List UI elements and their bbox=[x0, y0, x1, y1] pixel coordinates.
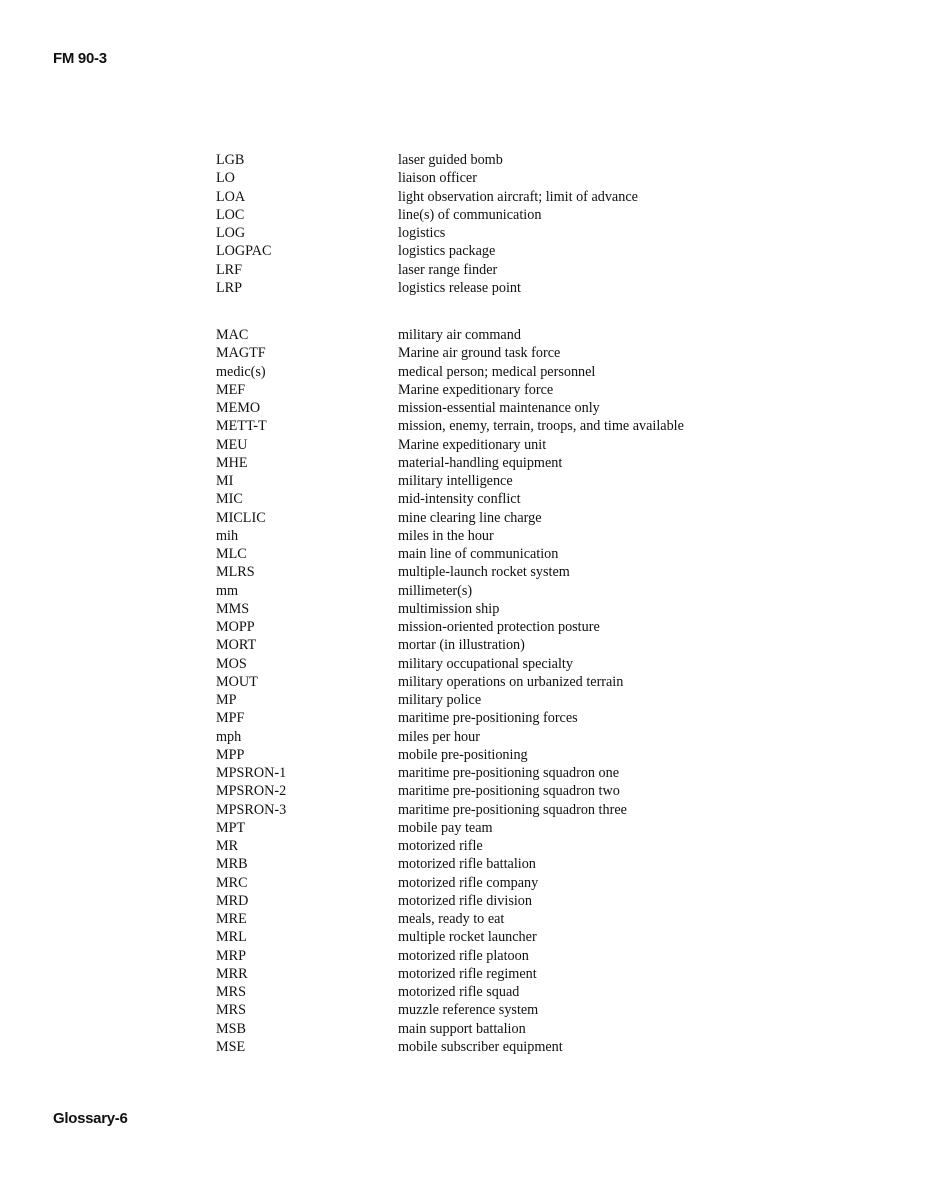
glossary-term: LGB bbox=[216, 152, 245, 168]
glossary-term: MOPP bbox=[216, 619, 255, 635]
glossary-definition: maritime pre-positioning squadron two bbox=[398, 783, 620, 800]
glossary-definition: liaison officer bbox=[398, 170, 477, 187]
glossary-term: MRS bbox=[216, 984, 246, 1000]
glossary-definition: motorized rifle squad bbox=[398, 984, 520, 1000]
glossary-term: MRR bbox=[216, 965, 248, 982]
glossary-term: MPSRON-1 bbox=[216, 765, 287, 781]
glossary-entry bbox=[216, 509, 836, 527]
glossary-term: MMS bbox=[216, 600, 250, 617]
glossary-definition: motorized rifle battalion bbox=[398, 856, 536, 873]
glossary-term: MHE bbox=[216, 454, 248, 471]
glossary-entry bbox=[216, 965, 836, 983]
glossary-entry bbox=[216, 454, 836, 472]
glossary-definition: multiple-launch rocket system bbox=[398, 564, 570, 581]
glossary-term: MOUT bbox=[216, 673, 258, 690]
glossary-entry bbox=[216, 819, 836, 837]
glossary-definition: laser guided bomb bbox=[398, 152, 503, 168]
glossary-term: MI bbox=[216, 473, 234, 489]
document-header: FM 90-3 bbox=[53, 50, 107, 67]
glossary-term: MPSRON-3 bbox=[216, 801, 287, 818]
glossary-term: MORT bbox=[216, 637, 257, 654]
glossary-term: LOC bbox=[216, 206, 245, 223]
glossary-entry bbox=[216, 709, 836, 727]
glossary-definition: logistics bbox=[398, 225, 446, 241]
glossary-entry bbox=[216, 545, 836, 563]
glossary-entry bbox=[216, 910, 836, 928]
glossary-definition: mobile subscriber equipment bbox=[398, 1038, 563, 1055]
glossary-entry bbox=[216, 782, 836, 800]
glossary-definition: maritime pre-positioning squadron one bbox=[398, 765, 620, 781]
glossary-definition: Marine expeditionary unit bbox=[398, 436, 547, 453]
glossary-definition: motorized rifle division bbox=[398, 892, 532, 909]
glossary-definition: material-handling equipment bbox=[398, 454, 563, 471]
glossary-entry bbox=[216, 928, 836, 946]
glossary-definition: mission-essential maintenance only bbox=[398, 400, 600, 416]
glossary-term: LRF bbox=[216, 261, 243, 278]
glossary-entry bbox=[216, 892, 836, 910]
glossary-definition: military air command bbox=[398, 327, 521, 343]
glossary-term: MRP bbox=[216, 947, 246, 964]
glossary-term: MEF bbox=[216, 381, 246, 398]
glossary-definition: mobile pay team bbox=[398, 819, 493, 836]
glossary-term: MAC bbox=[216, 327, 249, 343]
glossary-term: LO bbox=[216, 170, 235, 187]
glossary-entry bbox=[216, 764, 836, 782]
glossary-term: MRE bbox=[216, 911, 247, 927]
glossary-definition: mobile pre-positioning bbox=[398, 746, 528, 763]
glossary-term: MPT bbox=[216, 819, 246, 836]
glossary-entry bbox=[216, 169, 836, 187]
glossary-definition: motorized rifle regiment bbox=[398, 965, 537, 982]
glossary-entry bbox=[216, 691, 836, 709]
glossary-definition: main support battalion bbox=[398, 1020, 526, 1037]
glossary-definition: Marine expeditionary force bbox=[398, 381, 554, 398]
glossary-term: MPSRON-2 bbox=[216, 783, 287, 800]
glossary-entry bbox=[216, 563, 836, 581]
glossary-term: mph bbox=[216, 728, 242, 745]
glossary-term: MRD bbox=[216, 892, 249, 909]
glossary-definition: military operations on urbanized terrain bbox=[398, 673, 624, 690]
glossary-entry bbox=[216, 746, 836, 764]
glossary-term: MRL bbox=[216, 929, 247, 946]
glossary-definition: line(s) of communication bbox=[398, 206, 542, 223]
glossary-term: MPF bbox=[216, 710, 245, 727]
glossary-entry bbox=[216, 436, 836, 454]
glossary-definition: millimeter(s) bbox=[398, 582, 473, 599]
glossary-definition: muzzle reference system bbox=[398, 1002, 539, 1019]
glossary-definition: motorized rifle company bbox=[398, 874, 539, 891]
glossary-entry bbox=[216, 527, 836, 545]
glossary-entry bbox=[216, 363, 836, 381]
glossary-definition: miles per hour bbox=[398, 728, 480, 745]
glossary-entry bbox=[216, 947, 836, 965]
glossary-entry bbox=[216, 801, 836, 819]
glossary-entry bbox=[216, 1001, 836, 1019]
glossary-entry bbox=[216, 206, 836, 224]
glossary-entry bbox=[216, 261, 836, 279]
glossary-definition: Marine air ground task force bbox=[398, 345, 561, 362]
glossary-term: MEMO bbox=[216, 400, 261, 416]
page-number: Glossary-6 bbox=[53, 1110, 128, 1127]
glossary-entry bbox=[216, 1020, 836, 1038]
glossary-entry bbox=[216, 636, 836, 654]
glossary-entry bbox=[216, 242, 836, 260]
glossary-entry bbox=[216, 855, 836, 873]
glossary-entry bbox=[216, 224, 836, 242]
glossary-definition: multimission ship bbox=[398, 600, 500, 617]
glossary-definition: light observation aircraft; limit of advance bbox=[398, 188, 638, 205]
glossary-term: METT-T bbox=[216, 418, 267, 435]
glossary-term: LOA bbox=[216, 188, 246, 205]
glossary-definition: motorized rifle bbox=[398, 838, 483, 854]
glossary-definition: motorized rifle platoon bbox=[398, 947, 529, 964]
glossary-term: MEU bbox=[216, 436, 248, 453]
glossary-term: MRB bbox=[216, 856, 248, 873]
glossary-definition: laser range finder bbox=[398, 261, 498, 278]
glossary-term: medic(s) bbox=[216, 363, 266, 380]
glossary-entry bbox=[216, 381, 836, 399]
glossary-entry bbox=[216, 490, 836, 508]
glossary-term: MIC bbox=[216, 491, 243, 508]
glossary-definition: military police bbox=[398, 692, 482, 708]
glossary-term: MSB bbox=[216, 1020, 246, 1037]
glossary-entry bbox=[216, 673, 836, 691]
glossary-definition: logistics release point bbox=[398, 279, 521, 296]
glossary-definition: maritime pre-positioning squadron three bbox=[398, 801, 627, 818]
glossary-entry bbox=[216, 279, 836, 297]
glossary-term: mih bbox=[216, 527, 239, 544]
glossary-term: MPP bbox=[216, 746, 245, 763]
glossary-group-l bbox=[216, 151, 836, 297]
glossary-term: MR bbox=[216, 838, 239, 854]
glossary-term: MAGTF bbox=[216, 345, 266, 362]
glossary-entry bbox=[216, 655, 836, 673]
glossary-definition: mortar (in illustration) bbox=[398, 637, 525, 654]
glossary-entry bbox=[216, 600, 836, 618]
glossary-group-m bbox=[216, 326, 836, 1056]
glossary-definition: main line of communication bbox=[398, 546, 559, 562]
glossary-entry bbox=[216, 874, 836, 892]
glossary-term: LOGPAC bbox=[216, 243, 272, 260]
glossary-term: MLC bbox=[216, 546, 247, 562]
glossary-definition: logistics package bbox=[398, 243, 496, 260]
glossary-definition: military intelligence bbox=[398, 473, 513, 489]
glossary-entry bbox=[216, 344, 836, 362]
glossary-definition: meals, ready to eat bbox=[398, 911, 505, 927]
glossary-entry bbox=[216, 983, 836, 1001]
glossary-term: MICLIC bbox=[216, 509, 266, 526]
glossary-entry bbox=[216, 837, 836, 855]
glossary-definition: maritime pre-positioning forces bbox=[398, 710, 578, 727]
glossary-term: MSE bbox=[216, 1038, 246, 1055]
glossary-term: MRC bbox=[216, 874, 248, 891]
glossary-term: LRP bbox=[216, 279, 243, 296]
glossary-entry bbox=[216, 728, 836, 746]
glossary-term: MP bbox=[216, 692, 237, 708]
glossary-definition: mission-oriented protection posture bbox=[398, 619, 600, 635]
glossary-definition: multiple rocket launcher bbox=[398, 929, 537, 946]
glossary-entry bbox=[216, 399, 836, 417]
glossary-term: MLRS bbox=[216, 564, 255, 581]
glossary-definition: mission, enemy, terrain, troops, and time available bbox=[398, 418, 684, 435]
glossary-entry bbox=[216, 1038, 836, 1056]
glossary-entry bbox=[216, 582, 836, 600]
glossary-definition: military occupational specialty bbox=[398, 655, 573, 672]
glossary-entry bbox=[216, 417, 836, 435]
glossary-term: MOS bbox=[216, 655, 247, 672]
glossary-definition: miles in the hour bbox=[398, 527, 494, 544]
glossary-term: LOG bbox=[216, 225, 246, 241]
glossary-entry bbox=[216, 326, 836, 344]
glossary-definition: medical person; medical personnel bbox=[398, 363, 596, 380]
glossary-entry bbox=[216, 618, 836, 636]
glossary-entry bbox=[216, 151, 836, 169]
glossary-definition: mine clearing line charge bbox=[398, 509, 542, 526]
glossary-term: MRS bbox=[216, 1002, 246, 1019]
glossary-definition: mid-intensity conflict bbox=[398, 491, 521, 508]
glossary-entry bbox=[216, 188, 836, 206]
glossary-entry bbox=[216, 472, 836, 490]
glossary-term: mm bbox=[216, 582, 239, 599]
